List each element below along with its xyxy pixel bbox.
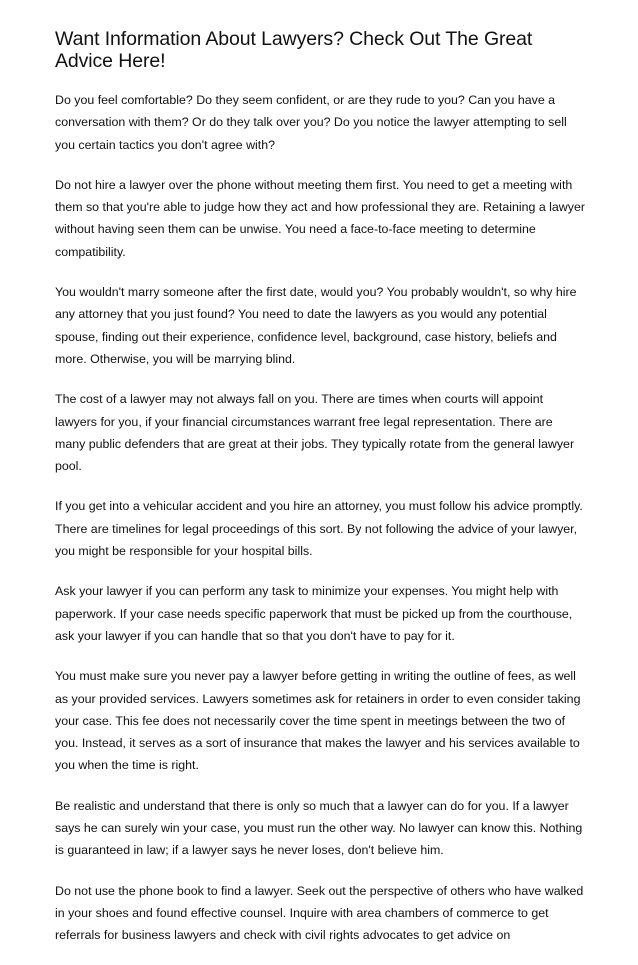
paragraph-7: You must make sure you never pay a lawyer before getting in writing the outline of fees, as well as your provided services. Lawyers sometimes ask for retainers in order to even consider taking your case. This fee does not necessarily cover the time spent in meetings between the two of you. Instead, it serves as a sort of insurance that makes the lawyer and his services available to you when the time is right. bbox=[55, 669, 581, 773]
paragraph-1: Do you feel comfortable? Do they seem confident, or are they rude to you? Can you have a conversation with them? Or do they talk over you? Do you notice the lawyer attempting to sell you certain tactics you don't agree with? bbox=[55, 93, 567, 152]
paragraph-6: Ask your lawyer if you can perform any task to minimize your expenses. You might help with paperwork. If your case needs specific paperwork that must be picked up from the courthouse, ask your lawyer if you can handle that so that you don't have to pay for it. bbox=[55, 584, 573, 643]
paragraph-5: If you get into a vehicular accident and you hire an attorney, you must follow his advice promptly. There are timelines for legal proceedings of this sort. By not following the advice of your lawyer, you might be responsible for your hospital bills. bbox=[55, 499, 583, 559]
paragraph-2: Do not hire a lawyer over the phone without meeting them first. You need to get a meeting with them so that you're able to judge how they act and how professional they are. Retaining a lawyer without having seen them can be unwise. You need a face-to-face meeting to determine compatibility. bbox=[55, 177, 585, 259]
paragraph-9: Do not use the phone book to find a lawyer. Seek out the perspective of others who have walked in your shoes and found effective counsel. Inquire with area chambers of commerce to get referrals for business lawyers and check with civil rights advocates to get advice on bbox=[55, 883, 584, 943]
paragraph-8: Be realistic and understand that there is only so much that a lawyer can do for you. If a lawyer says he can surely win your case, you must run the other way. No lawyer can know this. Nothing is guaranteed in law; if a lawyer says he never loses, don't believe him. bbox=[55, 798, 583, 858]
document-page bbox=[55, 28, 585, 965]
paragraph-3: You wouldn't marry someone after the first date, would you? You probably wouldn't, so why hire any attorney that you just found? You need to date the lawyers as you would any potential spouse, finding out their experience, confidence level, background, case history, beliefs and more. Otherwise, you will be marrying blind. bbox=[55, 285, 577, 366]
document-title: Want Information About Lawyers? Check Out The Great Advice Here! bbox=[55, 28, 533, 72]
paragraph-4: The cost of a lawyer may not always fall on you. There are times when courts will appoint lawyers for you, if your financial circumstances warrant free legal representation. There are many public defenders that are great at their jobs. They typically rotate from the general lawyer pool. bbox=[55, 392, 575, 474]
